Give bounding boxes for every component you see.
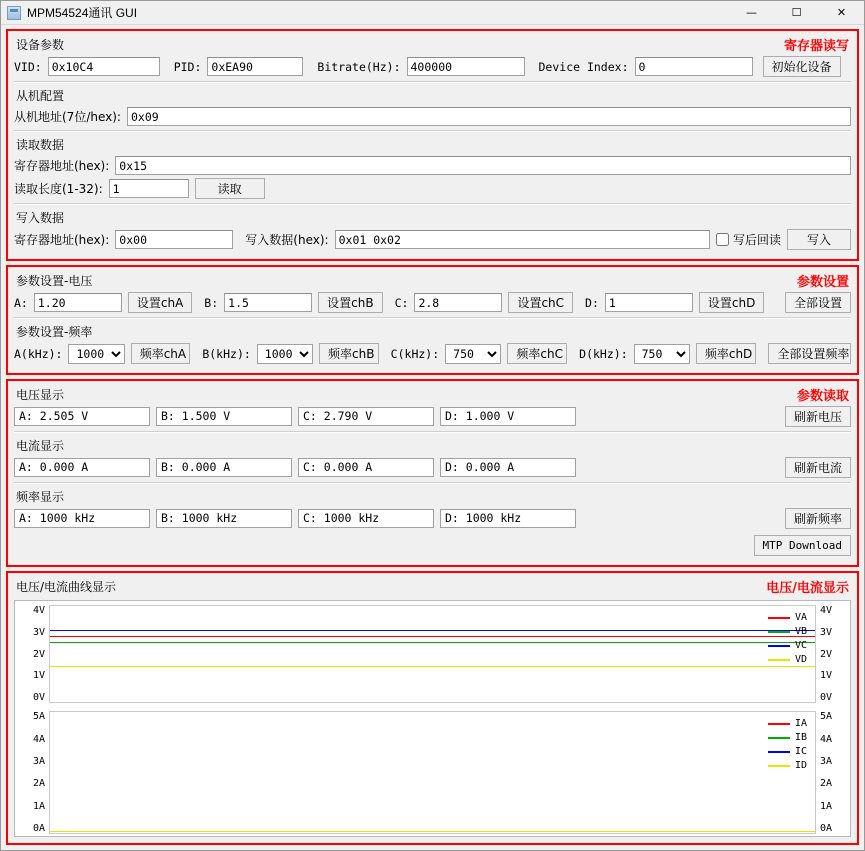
voltage-b-readout: B: 1.500 V <box>156 407 292 426</box>
param-set-panel <box>6 265 859 375</box>
curve-panel <box>6 571 859 845</box>
freq-c-readout: C: 1000 kHz <box>298 509 434 528</box>
voltage-ytick-right-3: 3V <box>820 626 833 638</box>
legend-label-vc: VC <box>794 640 807 651</box>
device-index-input[interactable] <box>635 57 753 76</box>
voltage-d-input[interactable] <box>605 293 693 312</box>
legend-item-ia <box>768 718 807 729</box>
current-chart <box>15 711 850 834</box>
device-params-label: 设备参数 <box>16 38 65 52</box>
legend-item-id <box>768 760 807 771</box>
bitrate-input[interactable] <box>407 57 525 76</box>
freq-d-readout: D: 1000 kHz <box>440 509 576 528</box>
legend-swatch-vb-icon <box>768 631 790 633</box>
current-display-label: 电流显示 <box>16 439 65 453</box>
freq-chc-button[interactable]: 频率chC <box>507 343 567 364</box>
legend-label-id: ID <box>794 760 807 772</box>
read-register-label: 寄存器地址(hex): <box>14 159 110 173</box>
freq-b-label: B(kHz): <box>202 346 251 361</box>
legend-label-vd: VD <box>794 654 807 665</box>
vid-input[interactable] <box>48 57 160 76</box>
voltage-c-label: C: <box>394 295 409 310</box>
freq-chd-button[interactable]: 频率chD <box>696 343 757 364</box>
param-read-panel-tag: 参数读取 <box>796 389 849 404</box>
freq-d-label: D(kHz): <box>579 346 628 361</box>
voltage-a-readout: A: 2.505 V <box>14 407 150 426</box>
curve-panel-tag: 电压/电流显示 <box>766 581 849 596</box>
title-bar <box>1 1 864 25</box>
current-ytick-right-2: 2A <box>820 778 833 790</box>
divider-4 <box>14 317 851 319</box>
pid-label: PID: <box>173 59 202 74</box>
slave-config-label: 从机配置 <box>16 89 65 103</box>
legend-item-va <box>768 612 807 623</box>
current-a-readout: A: 0.000 A <box>14 458 150 477</box>
read-button[interactable]: 读取 <box>195 178 265 199</box>
current-y-axis-left <box>15 711 49 834</box>
divider-5 <box>14 431 851 433</box>
divider-2 <box>14 130 851 132</box>
minimize-button[interactable]: — <box>746 6 757 19</box>
freq-display-label: 频率显示 <box>16 490 65 504</box>
legend-label-vb: VB <box>794 626 807 637</box>
refresh-freq-button[interactable]: 刷新频率 <box>785 508 851 529</box>
maximize-button[interactable]: ☐ <box>791 6 802 19</box>
legend-swatch-id-icon <box>768 765 790 767</box>
legend-item-ic <box>768 746 807 757</box>
voltage-b-input[interactable] <box>224 293 312 312</box>
voltage-c-input[interactable] <box>414 293 502 312</box>
current-ytick-2: 2A <box>32 778 45 790</box>
mtp-download-button[interactable]: MTP Download <box>754 535 851 556</box>
pid-input[interactable] <box>207 57 303 76</box>
voltage-d-label: D: <box>585 295 599 310</box>
voltage-b-label: B: <box>204 295 219 310</box>
legend-item-ib <box>768 732 807 743</box>
set-chb-button[interactable]: 设置chB <box>318 292 382 313</box>
voltage-ytick-right-4: 4V <box>820 605 833 616</box>
freq-a-readout: A: 1000 kHz <box>14 509 150 528</box>
voltage-display-row <box>14 406 851 427</box>
voltage-y-axis-right <box>816 605 850 703</box>
write-data-label: 写入数据 <box>16 211 65 225</box>
slave-config-row <box>14 107 851 126</box>
current-ytick-right-3: 3A <box>820 755 833 767</box>
trace-id <box>50 831 815 832</box>
register-panel-tag: 寄存器读写 <box>783 39 849 54</box>
voltage-a-label: A: <box>14 295 28 310</box>
trace-vb <box>50 642 815 643</box>
legend-swatch-vc-icon <box>768 645 790 647</box>
current-legend <box>768 718 807 771</box>
trace-vd <box>50 666 815 667</box>
legend-label-ib: IB <box>794 732 807 744</box>
current-ytick-1: 1A <box>32 800 45 812</box>
voltage-ytick-0: 0V <box>32 692 45 704</box>
current-ytick-right-0: 0A <box>820 822 833 834</box>
freq-set-row <box>14 343 851 364</box>
current-ytick-5: 5A <box>32 711 45 723</box>
legend-swatch-ic-icon <box>768 751 790 753</box>
current-y-axis-right <box>816 711 850 834</box>
voltage-y-axis-left <box>15 605 49 703</box>
divider-6 <box>14 482 851 484</box>
voltage-c-readout: C: 2.790 V <box>298 407 434 426</box>
legend-label-ia: IA <box>794 718 807 730</box>
legend-swatch-va-icon <box>768 617 790 619</box>
read-length-row <box>14 178 851 199</box>
set-chc-button[interactable]: 设置chC <box>508 292 573 313</box>
current-ytick-right-4: 4A <box>820 733 833 745</box>
voltage-d-readout: D: 1.000 V <box>440 407 576 426</box>
current-ytick-0: 0A <box>32 822 45 834</box>
write-data-input[interactable] <box>335 230 710 249</box>
write-row <box>14 229 851 250</box>
refresh-voltage-button[interactable]: 刷新电压 <box>785 406 851 427</box>
write-button[interactable]: 写入 <box>787 229 851 250</box>
write-register-input[interactable] <box>115 230 233 249</box>
voltage-legend <box>768 612 807 665</box>
trace-vc <box>50 630 815 631</box>
current-ytick-right-5: 5A <box>820 711 833 723</box>
freq-a-label: A(kHz): <box>14 346 63 361</box>
set-all-freq-button[interactable]: 全部设置频率 <box>768 343 851 364</box>
voltage-ytick-1: 1V <box>32 670 45 682</box>
legend-swatch-ib-icon <box>768 737 790 739</box>
current-ytick-right-1: 1A <box>820 800 833 812</box>
voltage-ytick-2: 2V <box>32 648 45 660</box>
read-register-row <box>14 156 851 175</box>
read-register-input[interactable] <box>115 156 851 175</box>
legend-label-ic: IC <box>794 746 807 758</box>
current-c-readout: C: 0.000 A <box>298 458 434 477</box>
param-set-panel-tag: 参数设置 <box>796 275 849 290</box>
chart-canvas <box>14 600 851 837</box>
freq-b-readout: B: 1000 kHz <box>156 509 292 528</box>
legend-label-va: VA <box>794 612 807 623</box>
current-plot-box <box>49 711 816 834</box>
device-index-label: Device Index: <box>538 59 629 74</box>
current-d-readout: D: 0.000 A <box>440 458 576 477</box>
current-ytick-3: 3A <box>32 755 45 767</box>
init-device-button[interactable]: 初始化设备 <box>763 56 841 77</box>
voltage-a-input[interactable] <box>34 293 122 312</box>
mtp-row <box>14 535 851 556</box>
freq-chb-button[interactable]: 频率chB <box>319 343 379 364</box>
divider-3 <box>14 203 851 205</box>
voltage-ytick-right-2: 2V <box>820 648 833 660</box>
freq-d-select[interactable] <box>634 344 690 364</box>
voltage-ytick-right-1: 1V <box>820 670 833 682</box>
read-data-label: 读取数据 <box>16 138 65 152</box>
bitrate-label: Bitrate(Hz): <box>317 59 401 74</box>
write-data-field-label: 写入数据(hex): <box>245 233 329 247</box>
read-length-label: 读取长度(1-32): <box>14 182 103 196</box>
freq-a-select[interactable] <box>68 344 124 364</box>
window-title: MPM54524通讯 GUI <box>27 6 138 20</box>
freq-set-label: 参数设置-频率 <box>16 325 93 339</box>
voltage-display-label: 电压显示 <box>16 388 65 402</box>
app-window-icon <box>7 6 21 20</box>
close-button[interactable]: ✕ <box>836 6 847 19</box>
freq-display-row <box>14 508 851 529</box>
readback-checkbox-input[interactable] <box>716 233 729 246</box>
slave-address-input[interactable] <box>127 107 851 126</box>
current-b-readout: B: 0.000 A <box>156 458 292 477</box>
read-length-input[interactable] <box>109 179 189 198</box>
divider-1 <box>14 81 851 83</box>
voltage-ytick-right-0: 0V <box>820 692 833 704</box>
legend-item-vd <box>768 654 807 665</box>
write-register-label: 寄存器地址(hex): <box>14 233 110 247</box>
readback-label: 写后回读 <box>732 233 781 247</box>
legend-swatch-vd-icon <box>768 659 790 661</box>
freq-c-label: C(kHz): <box>390 346 440 361</box>
device-params-row <box>14 56 851 77</box>
freq-cha-button[interactable]: 频率chA <box>131 343 191 364</box>
freq-c-select[interactable] <box>445 344 501 364</box>
refresh-current-button[interactable]: 刷新电流 <box>785 457 851 478</box>
param-read-panel <box>6 379 859 567</box>
legend-swatch-ia-icon <box>768 723 790 725</box>
trace-va <box>50 636 815 637</box>
voltage-chart <box>15 605 850 703</box>
vid-label: VID: <box>14 59 42 74</box>
set-all-button[interactable]: 全部设置 <box>785 292 851 313</box>
set-chd-button[interactable]: 设置chD <box>699 292 764 313</box>
content-area <box>1 25 864 850</box>
voltage-plot-box <box>49 605 816 703</box>
current-display-row <box>14 457 851 478</box>
slave-address-label: 从机地址(7位/hex): <box>14 110 121 124</box>
voltage-ytick-3: 3V <box>32 626 45 638</box>
voltage-ytick-4: 4V <box>32 605 45 616</box>
current-ytick-4: 4A <box>32 733 45 745</box>
voltage-set-row <box>14 292 851 313</box>
register-panel <box>6 29 859 261</box>
freq-b-select[interactable] <box>257 344 313 364</box>
voltage-set-label: 参数设置-电压 <box>16 274 93 288</box>
set-cha-button[interactable]: 设置chA <box>128 292 192 313</box>
legend-item-vc <box>768 640 807 651</box>
legend-item-vb <box>768 626 807 637</box>
curve-group-label: 电压/电流曲线显示 <box>16 580 117 594</box>
readback-checkbox[interactable] <box>716 231 781 248</box>
